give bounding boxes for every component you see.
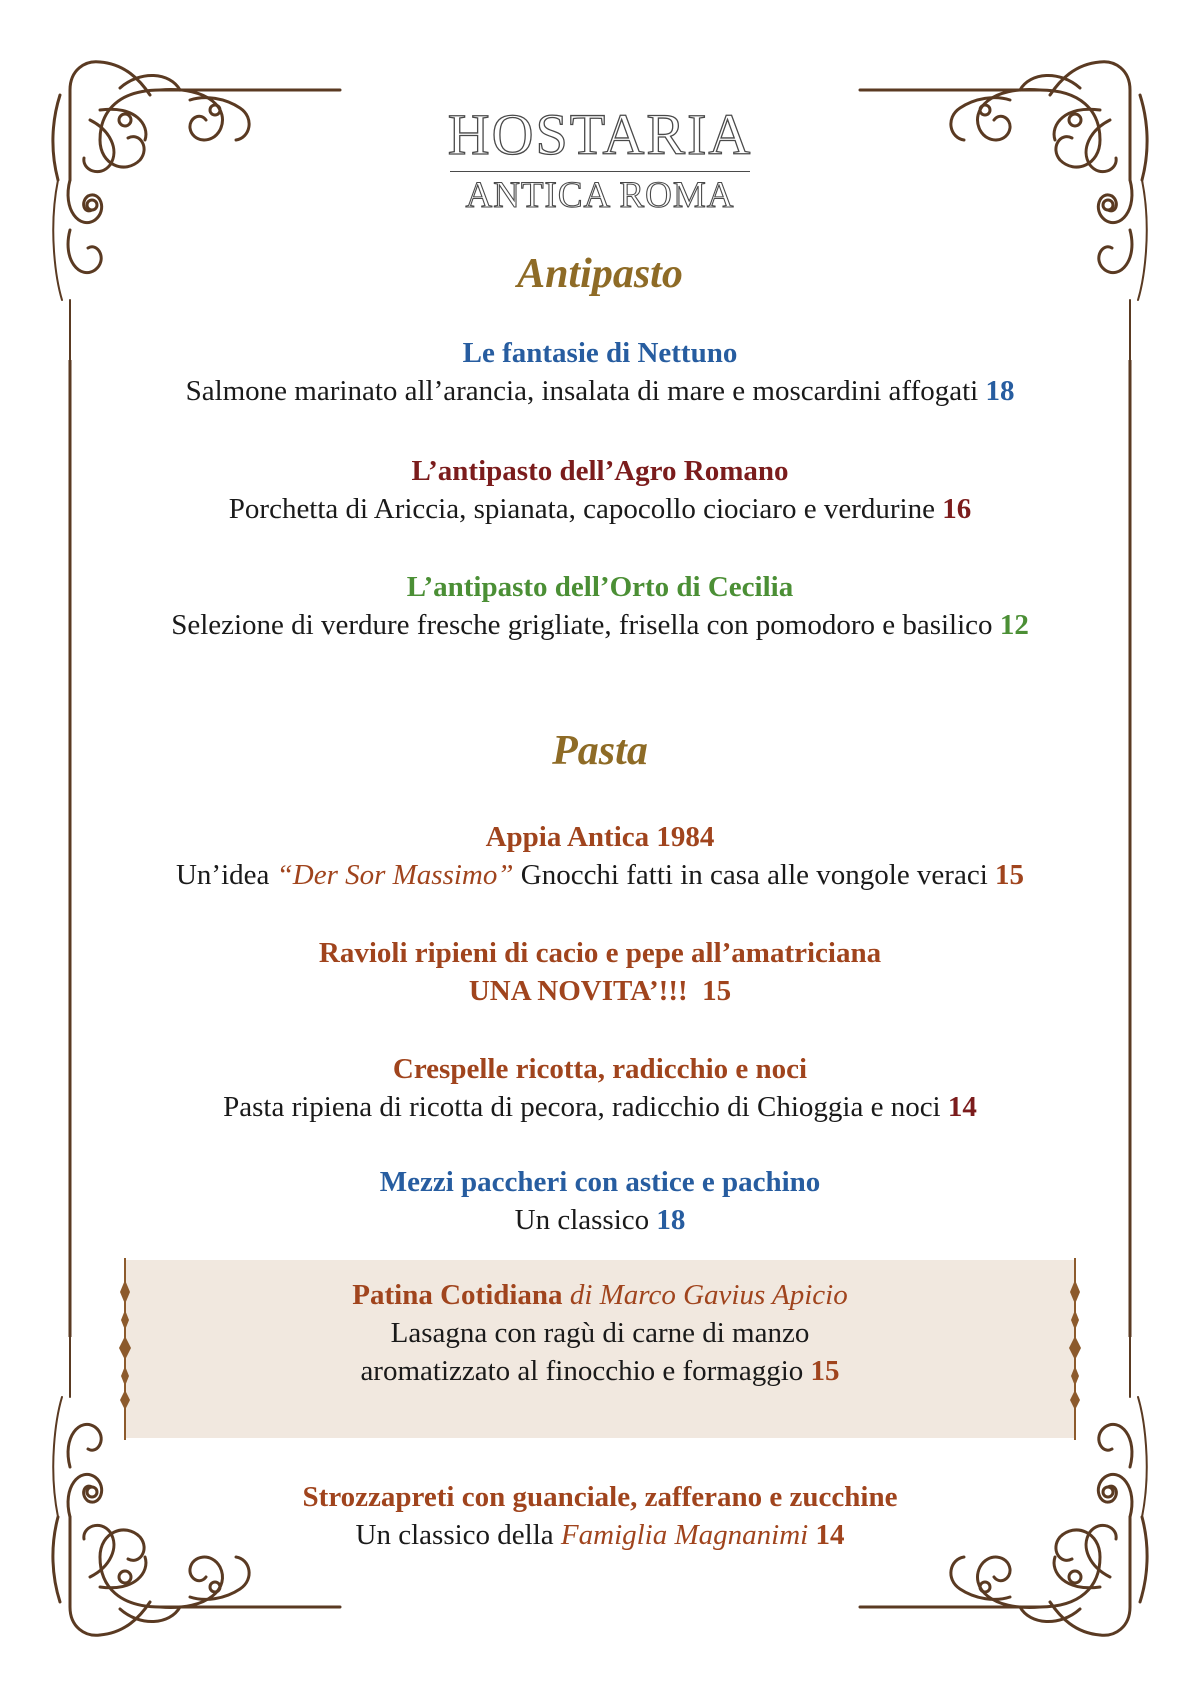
item-price: 15 xyxy=(995,859,1025,891)
item-description: Porchetta di Ariccia, spianata, capocollo ciociaro e verdurine 16 xyxy=(228,493,972,525)
logo-divider xyxy=(450,171,750,172)
item-description: Un classico della Famiglia Magnanimi 14 xyxy=(355,1519,845,1551)
item-price: 14 xyxy=(947,1091,977,1123)
item-price: 18 xyxy=(985,375,1015,407)
menu-item xyxy=(0,334,1200,410)
item-price: 12 xyxy=(999,609,1029,641)
item-description: Un’idea “Der Sor Massimo” Gnocchi fatti in casa alle vongole veraci 15 xyxy=(175,859,1025,891)
menu-item xyxy=(0,818,1200,894)
section-title-pasta: Pasta xyxy=(552,728,648,774)
menu-item-special xyxy=(0,1276,1200,1390)
item-name: Patina Cotidiana di Marco Gavius Apicio xyxy=(352,1279,848,1311)
restaurant-logo xyxy=(0,102,1200,216)
menu-item xyxy=(0,1478,1200,1554)
item-price: 15 xyxy=(810,1355,840,1387)
item-price: 18 xyxy=(656,1204,686,1236)
item-description: Pasta ripiena di ricotta di pecora, radicchio di Chioggia e noci 14 xyxy=(223,1091,977,1123)
menu-item xyxy=(0,1050,1200,1126)
item-description: Un classico 18 xyxy=(514,1204,686,1236)
menu-item xyxy=(0,568,1200,644)
item-name: Le fantasie di Nettuno xyxy=(462,337,738,369)
section-title-antipasto: Antipasto xyxy=(517,251,683,297)
item-description: Salmone marinato all’arancia, insalata di mare e moscardini affogati 18 xyxy=(185,375,1015,407)
item-price: 16 xyxy=(942,493,972,525)
logo-sub-text: ANTICA ROMA xyxy=(465,175,735,216)
item-name: Appia Antica 1984 xyxy=(485,821,715,853)
item-name: L’antipasto dell’Orto di Cecilia xyxy=(406,571,794,603)
item-note: UNA NOVITA’!!! 15 xyxy=(468,975,732,1007)
item-name: L’antipasto dell’Agro Romano xyxy=(411,455,789,487)
item-name-subtitle: di Marco Gavius Apicio xyxy=(569,1279,848,1311)
item-price: 14 xyxy=(815,1519,845,1551)
item-name: Ravioli ripieni di cacio e pepe all’amatriciana xyxy=(318,937,882,969)
menu-item xyxy=(0,1163,1200,1239)
item-name: Mezzi paccheri con astice e pachino xyxy=(379,1166,821,1198)
menu-item xyxy=(0,452,1200,528)
menu-item xyxy=(0,934,1200,1010)
item-name: Strozzapreti con guanciale, zafferano e zucchine xyxy=(302,1481,898,1513)
item-description: aromatizzato al finocchio e formaggio 15 xyxy=(360,1355,840,1387)
item-description: Lasagna con ragù di carne di manzo xyxy=(390,1317,810,1349)
item-name: Crespelle ricotta, radicchio e noci xyxy=(392,1053,808,1085)
item-price: 15 xyxy=(702,975,732,1007)
logo-main-text: HOSTARIA xyxy=(447,102,753,167)
item-description: Selezione di verdure fresche grigliate, frisella con pomodoro e basilico 12 xyxy=(171,609,1029,641)
